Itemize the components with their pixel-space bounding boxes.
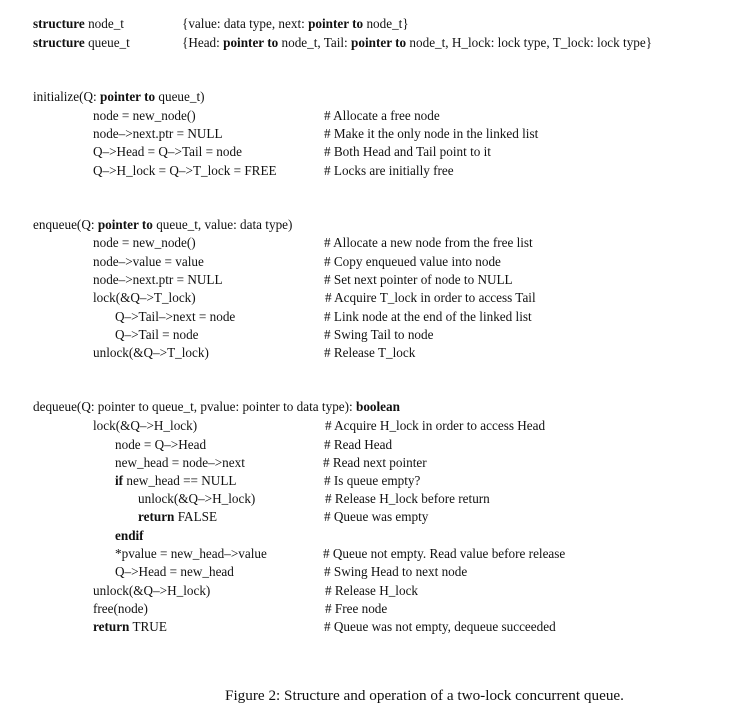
code-text: new_head == NULL — [123, 473, 237, 488]
code-text: node = Q–>Head — [115, 437, 207, 452]
code-comment: # Locks are initially free — [324, 163, 454, 178]
code-comment: # Acquire H_lock in order to access Head — [325, 418, 546, 433]
code-line — [138, 509, 217, 525]
code-comment: # Queue was not empty, dequeue succeeded — [324, 619, 556, 634]
struct-keyword: structure — [33, 16, 85, 31]
code-line — [115, 437, 206, 453]
code-line — [93, 418, 197, 434]
code-comment: # Free node — [325, 601, 388, 616]
code-line — [115, 473, 236, 489]
code-line — [93, 272, 223, 288]
code-line — [115, 327, 199, 343]
code-text: Q–>Head = new_head — [115, 564, 234, 579]
code-comment: # Link node at the end of the linked list — [324, 309, 532, 324]
code-text: Q–>Tail = node — [115, 327, 199, 342]
struct-keyword: structure — [33, 35, 85, 50]
struct-name: node_t — [88, 16, 124, 31]
code-text: node–>value = value — [93, 254, 204, 269]
code-comment: # Copy enqueued value into node — [324, 254, 501, 269]
code-keyword: return — [138, 509, 175, 524]
code-line — [115, 546, 267, 562]
code-comment: # Allocate a new node from the free list — [324, 235, 533, 250]
code-comment: # Release H_lock before return — [325, 491, 490, 506]
code-text: node–>next.ptr = NULL — [93, 272, 223, 287]
code-text: lock(&Q–>H_lock) — [93, 418, 198, 433]
code-comment: # Make it the only node in the linked list — [324, 126, 539, 141]
code-line — [93, 108, 196, 124]
code-line — [93, 583, 210, 599]
code-line — [115, 309, 235, 325]
code-keyword: return — [93, 619, 130, 634]
code-line — [93, 601, 148, 617]
code-text: Q–>H_lock = Q–>T_lock = FREE — [93, 163, 277, 178]
code-text: *pvalue = new_head–>value — [115, 546, 267, 561]
code-text: node–>next.ptr = NULL — [93, 126, 223, 141]
code-line — [115, 455, 245, 471]
code-line — [93, 619, 167, 635]
code-comment: # Read Head — [324, 437, 393, 452]
code-line — [93, 345, 209, 361]
code-text: FALSE — [174, 509, 218, 524]
struct-node-decl — [33, 16, 124, 32]
code-comment: # Is queue empty? — [324, 473, 421, 488]
code-comment: # Allocate a free node — [324, 108, 440, 123]
code-line — [93, 290, 196, 306]
code-line — [93, 235, 196, 251]
struct-queue-def: {Head: pointer to node_t, Tail: pointer to node_t, H_lock: lock type, T_lock: lock type} — [182, 35, 653, 50]
code-line — [138, 491, 255, 507]
code-comment: # Swing Tail to node — [324, 327, 434, 342]
code-keyword: endif — [115, 528, 144, 543]
code-text: lock(&Q–>T_lock) — [93, 290, 196, 305]
code-text: unlock(&Q–>T_lock) — [93, 345, 209, 360]
code-comment: # Read next pointer — [323, 455, 427, 470]
code-text: unlock(&Q–>H_lock) — [93, 583, 211, 598]
code-comment: # Queue was empty — [324, 509, 429, 524]
struct-name: queue_t — [88, 35, 130, 50]
code-line — [93, 126, 223, 142]
code-text: unlock(&Q–>H_lock) — [138, 491, 256, 506]
code-line — [93, 254, 204, 270]
code-keyword: if — [115, 473, 124, 488]
code-line — [115, 564, 234, 580]
dequeue-signature: dequeue(Q: pointer to queue_t, pvalue: pointer to data type): boolean — [33, 399, 400, 414]
code-text: TRUE — [129, 619, 167, 634]
enqueue-signature: enqueue(Q: pointer to queue_t, value: data type) — [33, 217, 293, 232]
code-text: new_head = node–>next — [115, 455, 245, 470]
code-comment: # Set next pointer of node to NULL — [324, 272, 513, 287]
struct-queue-decl — [33, 35, 130, 51]
code-comment: # Acquire T_lock in order to access Tail — [325, 290, 536, 305]
code-comment: # Release T_lock — [324, 345, 416, 360]
code-line — [93, 163, 277, 179]
code-text: node = new_node() — [93, 235, 196, 250]
code-text: Q–>Tail–>next = node — [115, 309, 236, 324]
code-comment: # Queue not empty. Read value before release — [323, 546, 566, 561]
code-line — [93, 144, 242, 160]
code-comment: # Both Head and Tail point to it — [324, 144, 491, 159]
code-text: node = new_node() — [93, 108, 196, 123]
code-line — [115, 528, 144, 544]
code-text: Q–>Head = Q–>Tail = node — [93, 144, 242, 159]
code-text: free(node) — [93, 601, 148, 616]
code-comment: # Release H_lock — [325, 583, 419, 598]
initialize-signature: initialize(Q: pointer to queue_t) — [33, 89, 205, 104]
figure-caption: Figure 2: Structure and operation of a two-lock concurrent queue. — [225, 687, 624, 704]
struct-node-def: {value: data type, next: pointer to node_t} — [182, 16, 409, 31]
code-comment: # Swing Head to next node — [324, 564, 468, 579]
